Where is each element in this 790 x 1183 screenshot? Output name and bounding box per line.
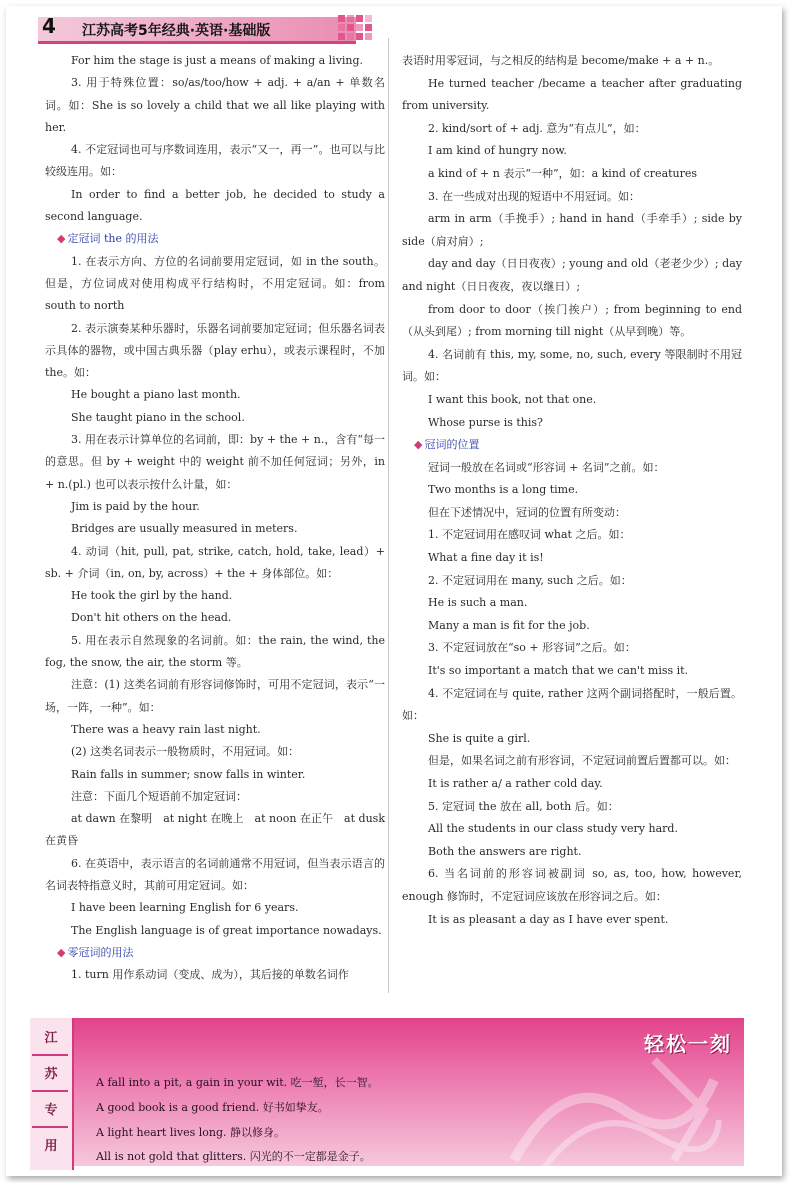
paragraph: a kind of + n 表示“一种”，如：a kind of creatures [428, 166, 698, 180]
proverb-line: A fall into a pit, a gain in your wit. 吃一堑，长一智。 [96, 1076, 379, 1089]
paragraph: Rain falls in summer; snow falls in winter. [71, 767, 306, 781]
footer-swirl-decoration [504, 1050, 724, 1170]
side-divider [32, 1090, 68, 1092]
paragraph: He turned teacher /became a teacher after graduating from university. [402, 76, 742, 113]
column-divider [388, 38, 389, 993]
proverb-line: A light heart lives long. 静以修身。 [96, 1126, 286, 1139]
paragraph: Both the answers are right. [428, 844, 582, 858]
section-heading: ◆ 定冠词 the 的用法 [45, 228, 385, 250]
header-squares-decoration [338, 15, 372, 43]
proverb-line: A good book is a good friend. 好书如挚友。 [96, 1101, 329, 1114]
paragraph: at dawn 在黎明 at night 在晚上 at noon 在正午 at dusk 在黄昏 [45, 812, 385, 848]
side-divider [32, 1126, 68, 1128]
paragraph: 6. 当名词前的形容词被副词 so, as, too, how, however, enough 修饰时，不定冠词应该放在形容词之后。如： [402, 867, 742, 903]
section-heading: ◆ 冠词的位置 [402, 434, 742, 457]
paragraph: 3. 不定冠词放在“so + 形容词”之后。如： [428, 641, 636, 655]
paragraph: For him the stage is just a means of making a living. [71, 54, 364, 67]
paragraph: arm in arm（手挽手）; hand in hand（手牵手）; side by side（肩对肩）; [402, 212, 742, 248]
paragraph: It is rather a/ a rather cold day. [428, 777, 603, 790]
relax-moment-tag: 轻松一刻 [644, 1032, 732, 1056]
paragraph: from door to door（挨门挨户）; from beginning to end（从头到尾）; from morning till night（从早到晚）等。 [402, 302, 742, 339]
paragraph: 冠词一般放在名词或“形容词 + 名词”之前。如： [428, 460, 665, 474]
right-column [402, 50, 742, 931]
paragraph: 4. 动词（hit, pull, pat, strike, catch, hold, take, lead）+ sb. + 介词（in, on, by, across）+ the + 身体部位。如： [45, 544, 385, 580]
paragraph: (2) 这类名词表示一般物质时，不用冠词。如： [71, 745, 300, 759]
side-char: 苏 [44, 1067, 58, 1082]
paragraph: 表语时用零冠词，与之相反的结构是 become/make + a + n.。 [402, 54, 720, 67]
paragraph: In order to find a better job, he decided to study a second language. [45, 187, 385, 224]
side-char: 专 [44, 1103, 58, 1118]
paragraph: The English language is of great importance nowadays. [71, 923, 382, 937]
paragraph: She is quite a girl. [428, 731, 531, 745]
paragraph: Don't hit others on the head. [71, 611, 232, 625]
paragraph: 但在下述情况中，冠词的位置有所变动： [428, 505, 626, 519]
section-heading: ◆ 零冠词的用法 [45, 942, 385, 964]
paragraph: It is as pleasant a day as I have ever spent. [428, 912, 669, 926]
paragraph: day and day（日日夜夜）; young and old（老老少少）; day and night（日日夜夜，夜以继日）; [402, 257, 742, 293]
paragraph: 5. 定冠词 the 放在 all, both 后。如： [428, 799, 619, 813]
paragraph: 3. 用于特殊位置：so/as/too/how + adj. + a/an + 单数名词。如：She is so lovely a child that we all like playing with her. [45, 76, 385, 134]
paragraph: 2. kind/sort of + adj. 意为“有点儿”，如： [428, 121, 646, 135]
book-title: 江苏高考5年经典·英语·基础版 [82, 23, 271, 39]
paragraph: Bridges are usually measured in meters. [71, 522, 298, 536]
paragraph: 4. 不定冠词也可与序数词连用，表示“又一，再一”。也可以与比较级连用。如： [45, 143, 385, 179]
paragraph: He bought a piano last month. [71, 388, 241, 402]
page-number: 4 [42, 14, 56, 38]
paragraph: 4. 名词前有 this, my, some, no, such, every 等限制时不用冠词。如： [402, 347, 742, 384]
side-char: 用 [44, 1139, 58, 1154]
paragraph: Jim is paid by the hour. [71, 499, 200, 513]
paragraph: 注意：下面几个短语前不加定冠词： [71, 789, 247, 803]
paragraph: She taught piano in the school. [71, 410, 245, 424]
paragraph: I have been learning English for 6 years. [71, 901, 299, 915]
left-column [45, 50, 385, 986]
paragraph: I am kind of hungry now. [428, 144, 567, 158]
paragraph: 2. 不定冠词用在 many, such 之后。如： [428, 573, 632, 587]
paragraph: Two months is a long time. [428, 483, 579, 497]
paragraph: 但是，如果名词之前有形容词，不定冠词前置后置都可以。如： [428, 754, 736, 768]
paragraph: 注意：(1) 这类名词前有形容词修饰时，可用不定冠词，表示“一场，一阵，一种”。如： [45, 678, 385, 714]
paragraph: 3. 在一些成对出现的短语中不用冠词。如： [428, 189, 640, 203]
paragraph: Whose purse is this? [428, 415, 543, 429]
side-divider [32, 1054, 68, 1056]
paragraph: 1. 不定冠词用在感叹词 what 之后。如： [428, 528, 631, 542]
paragraph: 3. 用在表示计算单位的名词前，即：by + the + n.，含有“每一的意思。但 by + weight 中的 weight 前不加任何冠词；另外，in + n.(pl.) 也可以表示按什么计量，如： [45, 433, 385, 491]
paragraph: It's so important a match that we can't miss it. [428, 664, 689, 678]
page-header [38, 14, 372, 44]
paragraph: 4. 不定冠词在与 quite, rather 这两个副词搭配时，一般后置。如： [402, 686, 742, 723]
paragraph: Many a man is fit for the job. [428, 618, 590, 632]
paragraph: There was a heavy rain last night. [71, 722, 261, 736]
paragraph: 6. 在英语中，表示语言的名词前通常不用冠词，但当表示语言的名词表特指意义时，其前可用定冠词。如： [45, 856, 385, 892]
proverb-line: All is not gold that glitters. 闪光的不一定都是金子。 [96, 1150, 371, 1163]
paragraph: 1. turn 用作系动词（变成、成为），其后接的单数名词作 [71, 968, 349, 982]
footer-side-label [30, 1018, 74, 1170]
paragraph: 1. 在表示方向、方位的名词前要用定冠词，如 in the south。但是，方位词成对使用构成平行结构时，不用定冠词。如：from south to north [45, 254, 385, 313]
paragraph: I want this book, not that one. [428, 392, 597, 406]
footer-relax-moment [30, 1018, 744, 1170]
paragraph: What a fine day it is! [428, 551, 544, 565]
paragraph: He took the girl by the hand. [71, 589, 233, 603]
paragraph: All the students in our class study very hard. [428, 822, 678, 836]
paragraph: 2. 表示演奏某种乐器时，乐器名词前要加定冠词；但乐器名词表示具体的器物，或中国古典乐器（play erhu），或表示课程时，不加 the。如： [45, 321, 385, 380]
paragraph: 5. 用在表示自然现象的名词前。如：the rain, the wind, the fog, the snow, the air, the storm 等。 [45, 633, 385, 670]
side-char: 江 [44, 1031, 58, 1046]
paragraph: He is such a man. [428, 596, 528, 610]
